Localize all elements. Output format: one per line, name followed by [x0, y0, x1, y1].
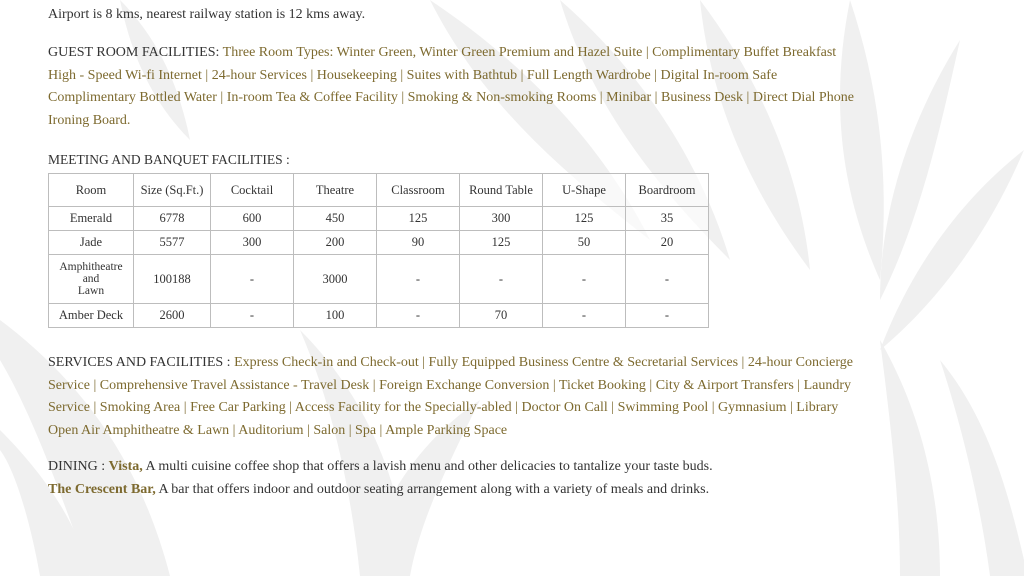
- table-cell-room-amphitheatre: [49, 255, 134, 304]
- services-heading: SERVICES AND FACILITIES :: [48, 355, 231, 370]
- table-cell: -: [377, 304, 460, 328]
- amph-line: Amphitheatre: [59, 260, 123, 273]
- table-cell: -: [211, 304, 294, 328]
- table-cell: -: [543, 255, 626, 304]
- bar-description: A bar that offers indoor and outdoor seating arrangement along with a variety of meals and drinks.: [158, 481, 710, 497]
- table-cell: Amber Deck: [49, 304, 134, 328]
- services-text-1: Express Check-in and Check-out | Fully Equipped Business Centre & Secretarial Services | 24-hour Concierge: [234, 355, 853, 370]
- guest-room-text-1: Three Room Types: Winter Green, Winter Green Premium and Hazel Suite | Complimentary Buffet Breakfast: [222, 45, 837, 60]
- guest-room-line-1: [48, 42, 988, 65]
- vista-name: Vista,: [108, 459, 143, 474]
- services-line-1: [48, 352, 988, 375]
- location-info: Airport is 8 kms, nearest railway station is 12 kms away.: [48, 7, 366, 22]
- table-cell: 3000: [294, 255, 377, 304]
- meeting-heading: MEETING AND BANQUET FACILITIES :: [48, 152, 290, 167]
- col-header: Size (Sq.Ft.): [134, 174, 211, 207]
- dining-line-vista: [48, 456, 988, 479]
- guest-room-line-3: Complimentary Bottled Water | In-room Tea & Coffee Facility | Smoking & Non-smoking Rooms | Minibar | Business Desk | Direct Dial Phone: [48, 90, 854, 105]
- table-cell: 125: [460, 231, 543, 255]
- table-row: [49, 255, 709, 304]
- col-header: Theatre: [294, 174, 377, 207]
- table-cell: 50: [543, 231, 626, 255]
- table-cell: 2600: [134, 304, 211, 328]
- table-cell: -: [211, 255, 294, 304]
- guest-room-line-4: Ironing Board.: [48, 112, 131, 128]
- amphitheatre-label: [59, 261, 122, 297]
- table-cell: 300: [211, 231, 294, 255]
- table-cell: 90: [377, 231, 460, 255]
- services-line-4: Open Air Amphitheatre & Lawn | Auditorium | Salon | Spa | Ample Parking Space: [48, 422, 508, 438]
- guest-room-line-2: High - Speed Wi-fi Internet | 24-hour Services | Housekeeping | Suites with Bathtub | Full Length Wardrobe | Digital In-room Safe: [48, 67, 778, 83]
- table-cell: 6778: [134, 207, 211, 231]
- table-row: [49, 207, 709, 231]
- services-line-3: Service | Smoking Area | Free Car Parking | Access Facility for the Specially-abled | Doctor On Call | Swimming Pool | Gymnasium | Library: [48, 400, 839, 415]
- table-row: [49, 304, 709, 328]
- guest-room-heading: GUEST ROOM FACILITIES:: [48, 45, 220, 60]
- table-cell: 125: [543, 207, 626, 231]
- services-facilities: [48, 352, 988, 442]
- vista-description: A multi cuisine coffee shop that offers a lavish menu and other delicacies to tantalize your taste buds.: [145, 459, 713, 474]
- table-cell: 100: [294, 304, 377, 328]
- table-cell: 450: [294, 207, 377, 231]
- amph-line: and: [82, 272, 100, 285]
- amph-line: Lawn: [77, 284, 105, 297]
- table-cell: 20: [626, 231, 709, 255]
- col-header: Classroom: [377, 174, 460, 207]
- col-header: Room: [49, 174, 134, 207]
- table-cell: -: [460, 255, 543, 304]
- bar-name: The Crescent Bar,: [48, 481, 156, 497]
- table-cell: -: [626, 304, 709, 328]
- banquet-table: [48, 173, 709, 328]
- table-cell: 125: [377, 207, 460, 231]
- table-cell: 100188: [134, 255, 211, 304]
- col-header: U-Shape: [543, 174, 626, 207]
- table-cell: -: [626, 255, 709, 304]
- guest-room-facilities: [48, 42, 988, 132]
- table-cell: 200: [294, 231, 377, 255]
- table-header-row: [49, 174, 709, 207]
- services-line-2: Service | Comprehensive Travel Assistance - Travel Desk | Foreign Exchange Conversion | Ticket Booking | City & Airport Transfers | Laundry: [48, 377, 852, 393]
- table-cell: 600: [211, 207, 294, 231]
- dining-section: [48, 456, 988, 501]
- table-cell: Emerald: [49, 207, 134, 231]
- table-cell: -: [543, 304, 626, 328]
- col-header: Round Table: [460, 174, 543, 207]
- table-cell: 35: [626, 207, 709, 231]
- table-cell: 300: [460, 207, 543, 231]
- dining-line-bar: [48, 479, 988, 502]
- table-cell: 5577: [134, 231, 211, 255]
- table-cell: Jade: [49, 231, 134, 255]
- dining-heading: DINING :: [48, 459, 106, 474]
- table-cell: -: [377, 255, 460, 304]
- col-header: Boardroom: [626, 174, 709, 207]
- table-row: [49, 231, 709, 255]
- col-header: Cocktail: [211, 174, 294, 207]
- table-cell: 70: [460, 304, 543, 328]
